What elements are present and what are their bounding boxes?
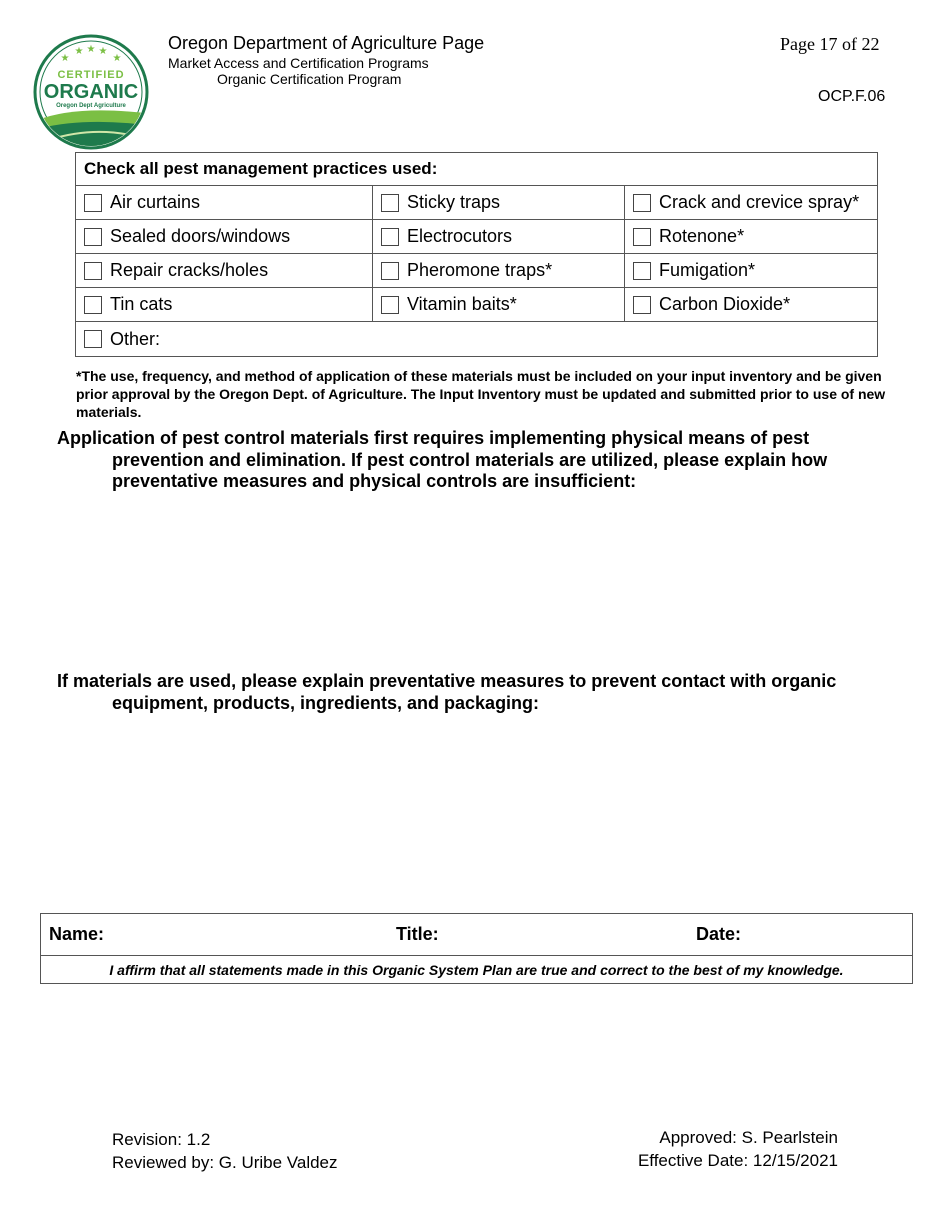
header-subtitle-programs: Market Access and Certification Programs bbox=[168, 55, 429, 71]
checkbox-label: Tin cats bbox=[110, 294, 173, 314]
svg-text:★: ★ bbox=[74, 46, 84, 57]
question-contact-prevention bbox=[57, 671, 877, 714]
table-row bbox=[76, 186, 877, 220]
checkbox-option[interactable] bbox=[373, 254, 625, 287]
title-label: Title: bbox=[396, 924, 439, 944]
pest-management-table bbox=[75, 152, 878, 357]
form-code: OCP.F.06 bbox=[818, 88, 886, 105]
logo-organic-text: ORGANIC bbox=[43, 81, 139, 103]
checkbox-option[interactable] bbox=[373, 220, 625, 253]
table-row bbox=[76, 322, 877, 356]
affirmation-statement: I affirm that all statements made in this Organic System Plan are true and correct to the best of my knowledge. bbox=[109, 961, 844, 978]
checkbox[interactable] bbox=[381, 194, 399, 212]
checkbox-option[interactable] bbox=[76, 186, 373, 219]
checkbox-option[interactable] bbox=[76, 220, 373, 253]
checkbox-option[interactable] bbox=[625, 186, 875, 219]
logo-certified-text: CERTIFIED bbox=[57, 69, 125, 81]
checkbox-option[interactable] bbox=[76, 288, 373, 321]
signature-fields-row bbox=[41, 914, 912, 956]
checkbox[interactable] bbox=[84, 330, 102, 348]
checkbox-option[interactable] bbox=[76, 254, 373, 287]
certified-organic-logo bbox=[33, 34, 153, 154]
checkbox-option[interactable] bbox=[373, 288, 625, 321]
question-text-continued: prevention and elimination. If pest control materials are utilized, please explain how preventative measures and physical controls are insufficient: bbox=[112, 449, 828, 491]
checkbox-option[interactable] bbox=[373, 186, 625, 219]
table-row bbox=[76, 220, 877, 254]
checkbox-label: Electrocutors bbox=[407, 226, 513, 246]
name-label: Name: bbox=[49, 924, 105, 944]
checkbox-label: Sealed doors/windows bbox=[110, 226, 291, 246]
checkbox-label: Repair cracks/holes bbox=[110, 260, 269, 280]
input-inventory-footnote: *The use, frequency, and method of application of these materials must be included on your input inventory and be given prior approval by the Oregon Dept. of Agriculture. The Input Inventory must be updated and submitted prior to use of new materials. bbox=[76, 368, 886, 420]
effective-date-text: Effective Date: 12/15/2021 bbox=[637, 1150, 838, 1170]
checkbox-option-other[interactable] bbox=[76, 322, 877, 356]
checkbox-label: Carbon Dioxide* bbox=[659, 294, 791, 314]
svg-text:★: ★ bbox=[86, 44, 96, 55]
footer-right bbox=[620, 1127, 838, 1172]
checkbox-option[interactable] bbox=[625, 288, 875, 321]
checkbox[interactable] bbox=[84, 194, 102, 212]
revision-text: Revision: 1.2 bbox=[112, 1130, 211, 1149]
checkbox-label: Other: bbox=[110, 328, 161, 349]
page-number: Page 17 of 22 bbox=[780, 34, 880, 54]
checkbox-label: Pheromone traps* bbox=[407, 260, 553, 280]
signature-block bbox=[40, 913, 913, 984]
checkbox[interactable] bbox=[84, 296, 102, 314]
logo-agency-text: Oregon Dept Agriculture bbox=[56, 103, 126, 109]
checkbox-label: Sticky traps bbox=[407, 192, 501, 212]
checkbox[interactable] bbox=[633, 262, 651, 280]
checkbox[interactable] bbox=[633, 296, 651, 314]
checkbox[interactable] bbox=[381, 296, 399, 314]
checkbox-option[interactable] bbox=[625, 254, 875, 287]
checkbox[interactable] bbox=[381, 228, 399, 246]
header-title: Oregon Department of Agriculture Page bbox=[168, 33, 485, 53]
svg-text:★: ★ bbox=[60, 53, 70, 64]
checkbox-label: Crack and crevice spray* bbox=[659, 192, 860, 212]
checkbox-label: Fumigation* bbox=[659, 260, 756, 280]
svg-text:★: ★ bbox=[112, 53, 122, 64]
footer-left bbox=[112, 1129, 338, 1174]
checkbox-label: Air curtains bbox=[110, 192, 201, 212]
question-pest-control-justification bbox=[57, 428, 857, 493]
approved-by-text: Approved: S. Pearlstein bbox=[659, 1128, 838, 1147]
checkbox[interactable] bbox=[633, 194, 651, 212]
question-text: If materials are used, please explain preventative measures to prevent contact with organic bbox=[57, 671, 837, 691]
pest-table-heading: Check all pest management practices used: bbox=[76, 153, 877, 186]
question-text: Application of pest control materials first requires implementing physical means of pest bbox=[57, 428, 810, 448]
date-label: Date: bbox=[696, 924, 742, 944]
question-text-continued: equipment, products, ingredients, and packaging: bbox=[112, 692, 540, 713]
checkbox[interactable] bbox=[381, 262, 399, 280]
table-row bbox=[76, 254, 877, 288]
checkbox-label: Rotenone* bbox=[659, 226, 745, 246]
checkbox-option[interactable] bbox=[625, 220, 875, 253]
header-subtitle-program: Organic Certification Program bbox=[217, 71, 402, 87]
checkbox[interactable] bbox=[84, 228, 102, 246]
reviewed-by-text: Reviewed by: G. Uribe Valdez bbox=[112, 1152, 338, 1172]
checkbox[interactable] bbox=[84, 262, 102, 280]
table-row bbox=[76, 288, 877, 322]
checkbox-label: Vitamin baits* bbox=[407, 294, 517, 314]
svg-text:★: ★ bbox=[98, 46, 108, 57]
checkbox[interactable] bbox=[633, 228, 651, 246]
